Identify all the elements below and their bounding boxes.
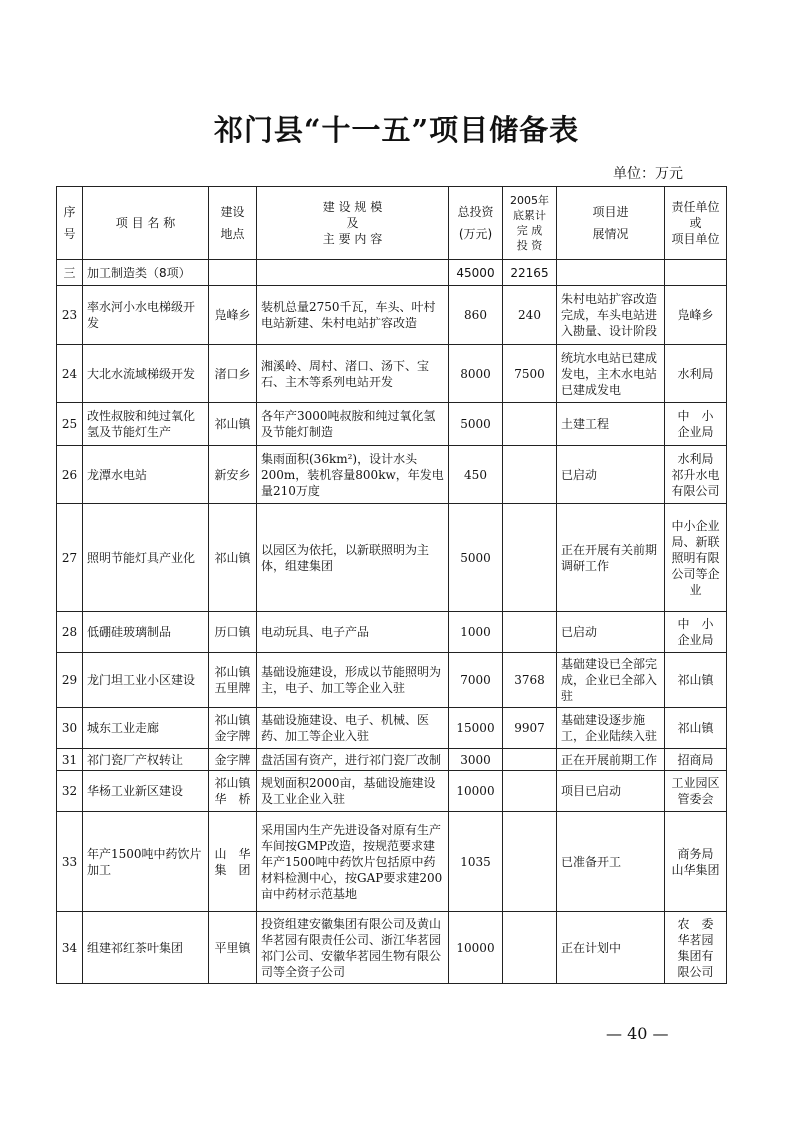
cell-invest: 1035 — [449, 812, 503, 912]
table-row — [57, 812, 727, 912]
project-table — [56, 186, 727, 984]
cell-unit: 祁山镇 — [665, 653, 727, 708]
category-name: 加工制造类（8项） — [83, 260, 209, 286]
cell-progress: 已准备开工 — [557, 812, 665, 912]
cell-scale: 基础设施建设、电子、机械、医药、加工等企业入驻 — [257, 708, 449, 749]
table-row — [57, 708, 727, 749]
cell-scale: 采用国内生产先进设备对原有生产车间按GMP改造，按规范要求建年产1500吨中药饮片包括原中药材料检测中心，按GAP要求建200亩中药材示范基地 — [257, 812, 449, 912]
table-row — [57, 286, 727, 345]
cell-location: 祁山镇 — [209, 403, 257, 446]
cell-seq: 29 — [57, 653, 83, 708]
cell-progress: 已启动 — [557, 446, 665, 504]
cell-invest: 10000 — [449, 771, 503, 812]
header-seq: 序 号 — [57, 187, 83, 260]
table-row — [57, 612, 727, 653]
cell-seq: 31 — [57, 749, 83, 771]
cell-invest: 3000 — [449, 749, 503, 771]
cell-name: 城东工业走廊 — [83, 708, 209, 749]
cell-name: 年产1500吨中药饮片加工 — [83, 812, 209, 912]
cell-scale: 集雨面积(36km²)，设计水头200m，装机容量800kw，年发电量210万度 — [257, 446, 449, 504]
cell-name: 华杨工业新区建设 — [83, 771, 209, 812]
table-row — [57, 504, 727, 612]
cell-invest: 1000 — [449, 612, 503, 653]
cell-seq: 23 — [57, 286, 83, 345]
header-scale: 建 设 规 模 及 主 要 内 容 — [257, 187, 449, 260]
cell-cum — [503, 812, 557, 912]
cell-scale: 各年产3000吨叔胺和纯过氧化氢及节能灯制造 — [257, 403, 449, 446]
cell-unit: 中小企业局、新联照明有限公司等企业 — [665, 504, 727, 612]
cell-invest: 8000 — [449, 345, 503, 403]
cell-cum: 3768 — [503, 653, 557, 708]
cell-seq: 26 — [57, 446, 83, 504]
cell-cum: 7500 — [503, 345, 557, 403]
header-unit: 责任单位 或 项目单位 — [665, 187, 727, 260]
category-invest: 45000 — [449, 260, 503, 286]
cell-location: 祁山镇 华 桥 — [209, 771, 257, 812]
cell-scale: 以园区为依托，以新联照明为主体，组建集团 — [257, 504, 449, 612]
cell-name: 低硼硅玻璃制品 — [83, 612, 209, 653]
cell-seq: 34 — [57, 912, 83, 984]
unit-label: 单位：万元 — [613, 166, 683, 182]
cell-seq: 25 — [57, 403, 83, 446]
cell-unit: 祁山镇 — [665, 708, 727, 749]
cell-location: 凫峰乡 — [209, 286, 257, 345]
cell-seq: 33 — [57, 812, 83, 912]
cell-name: 率水河小水电梯级开发 — [83, 286, 209, 345]
cell-name: 照明节能灯具产业化 — [83, 504, 209, 612]
cell-invest: 5000 — [449, 403, 503, 446]
cell-scale: 基础设施建设，形成以节能照明为主，电子、加工等企业入驻 — [257, 653, 449, 708]
cell-progress: 正在开展前期工作 — [557, 749, 665, 771]
cell-unit: 工业园区 管委会 — [665, 771, 727, 812]
cell-cum: 240 — [503, 286, 557, 345]
cell-unit: 凫峰乡 — [665, 286, 727, 345]
page-title: 祁门县“十一五”项目储备表 — [213, 113, 580, 147]
cell-progress: 朱村电站扩容改造完成，车头电站进入勘量、设计阶段 — [557, 286, 665, 345]
cell-name: 祁门瓷厂产权转让 — [83, 749, 209, 771]
cell-progress: 正在计划中 — [557, 912, 665, 984]
cell-unit: 农 委 华茗园 集团有 限公司 — [665, 912, 727, 984]
cell-progress: 项目已启动 — [557, 771, 665, 812]
cell-name: 组建祁红茶叶集团 — [83, 912, 209, 984]
cell-unit: 商务局 山华集团 — [665, 812, 727, 912]
cell-location: 金字牌 — [209, 749, 257, 771]
cell-location: 新安乡 — [209, 446, 257, 504]
cell-scale: 投资组建安徽集团有限公司及黄山华茗园有限责任公司、浙江华茗园祁门公司、安徽华茗园生物有限公司等全资子公司 — [257, 912, 449, 984]
cell-progress: 已启动 — [557, 612, 665, 653]
cell-location: 历口镇 — [209, 612, 257, 653]
cell-cum: 9907 — [503, 708, 557, 749]
header-name: 项 目 名 称 — [83, 187, 209, 260]
cell-location: 祁山镇 — [209, 504, 257, 612]
cell-progress: 基础建设逐步施工，企业陆续入驻 — [557, 708, 665, 749]
cell-scale: 盘活国有资产，进行祁门瓷厂改制 — [257, 749, 449, 771]
cell-invest: 450 — [449, 446, 503, 504]
cell-seq: 30 — [57, 708, 83, 749]
header-cum: 2005年 底累计 完 成 投 资 — [503, 187, 557, 260]
cell-location: 祁山镇 金字牌 — [209, 708, 257, 749]
cell-seq: 24 — [57, 345, 83, 403]
cell-cum — [503, 749, 557, 771]
cell-name: 大北水流域梯级开发 — [83, 345, 209, 403]
cell-location: 祁山镇 五里牌 — [209, 653, 257, 708]
cell-progress: 正在开展有关前期调研工作 — [557, 504, 665, 612]
cell-cum — [503, 912, 557, 984]
cell-location: 渚口乡 — [209, 345, 257, 403]
table-row — [57, 446, 727, 504]
cell-invest: 7000 — [449, 653, 503, 708]
header-location: 建设 地点 — [209, 187, 257, 260]
category-cum: 22165 — [503, 260, 557, 286]
cell-location: 平里镇 — [209, 912, 257, 984]
header-invest: 总投资 (万元) — [449, 187, 503, 260]
table-row — [57, 912, 727, 984]
cell-name: 龙潭水电站 — [83, 446, 209, 504]
cell-unit: 中 小 企业局 — [665, 612, 727, 653]
cell-scale: 电动玩具、电子产品 — [257, 612, 449, 653]
cell-name: 龙门坦工业小区建设 — [83, 653, 209, 708]
cell-invest: 15000 — [449, 708, 503, 749]
table-row — [57, 653, 727, 708]
cell-unit: 水利局 — [665, 345, 727, 403]
cell-scale: 规划面积2000亩，基础设施建设及工业企业入驻 — [257, 771, 449, 812]
cell-unit: 招商局 — [665, 749, 727, 771]
cell-seq: 28 — [57, 612, 83, 653]
header-progress: 项目进 展情况 — [557, 187, 665, 260]
category-row — [57, 260, 727, 286]
cell-scale: 湘溪岭、周村、渚口、汤下、宝石、主木等系列电站开发 — [257, 345, 449, 403]
cell-cum — [503, 403, 557, 446]
cell-cum — [503, 771, 557, 812]
cell-location: 山 华 集 团 — [209, 812, 257, 912]
cell-progress: 土建工程 — [557, 403, 665, 446]
cell-invest: 5000 — [449, 504, 503, 612]
cell-scale: 装机总量2750千瓦，车头、叶村电站新建、朱村电站扩容改造 — [257, 286, 449, 345]
cell-name: 改性叔胺和纯过氧化氢及节能灯生产 — [83, 403, 209, 446]
cell-progress: 基础建设已全部完成，企业已全部入驻 — [557, 653, 665, 708]
cell-invest: 10000 — [449, 912, 503, 984]
cell-seq: 27 — [57, 504, 83, 612]
cell-unit: 中 小 企业局 — [665, 403, 727, 446]
cell-seq: 32 — [57, 771, 83, 812]
table-row — [57, 771, 727, 812]
cell-invest: 860 — [449, 286, 503, 345]
cell-unit: 水利局 祁升水电 有限公司 — [665, 446, 727, 504]
category-seq: 三 — [57, 260, 83, 286]
header-row — [57, 187, 727, 260]
table-row — [57, 749, 727, 771]
cell-cum — [503, 612, 557, 653]
table-row — [57, 403, 727, 446]
table-row — [57, 345, 727, 403]
cell-progress: 统坑水电站已建成发电，主木水电站已建成发电 — [557, 345, 665, 403]
cell-cum — [503, 504, 557, 612]
cell-cum — [503, 446, 557, 504]
page-number: — 40 — — [606, 1024, 669, 1043]
